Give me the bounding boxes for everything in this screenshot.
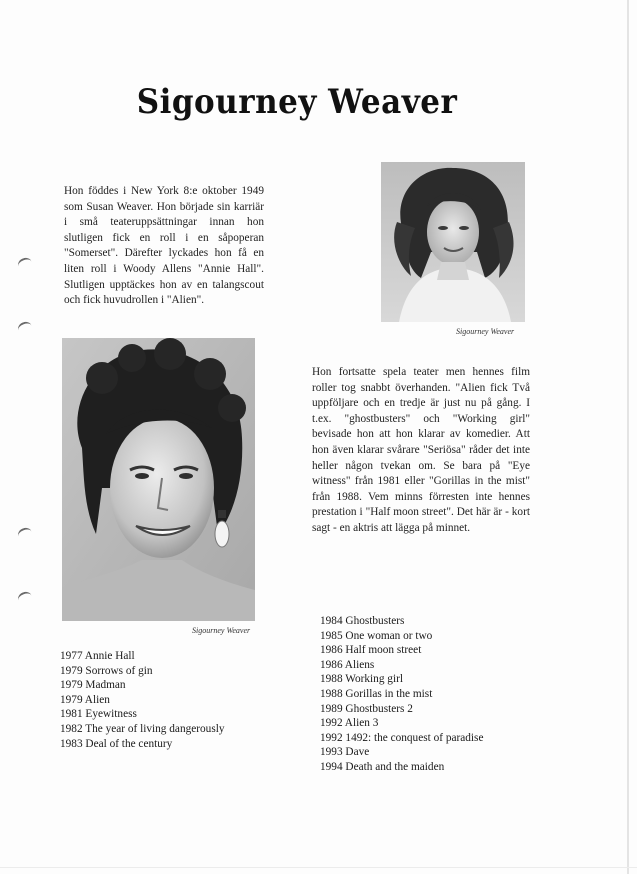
photo-caption-large: Sigourney Weaver — [192, 626, 251, 635]
binder-hole-mark — [16, 320, 33, 336]
list-item: 1986 Aliens — [320, 658, 375, 671]
list-item: 1988 Working girl — [320, 673, 403, 686]
list-item: 1979 Alien — [60, 693, 110, 706]
filmography-list-left — [60, 649, 225, 751]
page-edge-bottom — [0, 867, 637, 868]
list-item: 1986 Half moon street — [320, 644, 422, 657]
binder-hole-mark — [16, 256, 33, 272]
list-item: 1981 Eyewitness — [60, 708, 137, 721]
list-item: 1984 Ghostbusters — [320, 615, 405, 627]
list-item: 1977 Annie Hall — [60, 650, 135, 662]
list-item: 1979 Madman — [60, 679, 126, 692]
list-item: 1989 Ghostbusters 2 — [320, 702, 413, 715]
list-item: 1993 Dave — [320, 746, 370, 759]
list-item: 1982 The year of living dangerously — [60, 722, 225, 735]
page-title: Sigourney Weaver — [136, 82, 458, 122]
binder-hole-mark — [16, 526, 33, 542]
list-item: 1979 Sorrows of gin — [60, 664, 153, 677]
filmography-list-right — [320, 614, 483, 775]
portrait-photo-large — [62, 338, 255, 621]
intro-paragraph: Hon föddes i New York 8:e oktober 1949 som Susan Weaver. Hon började sin karriär i små teateruppsättningar innan hon slutligen fick en roll i en såpoperan "Somerset". Därefter lyckades hon få en liten roll i Woody Allens "Annie Hall". Slutligen upptäckes hon av en talangscout och fick huvudrollen i "Alien". — [64, 185, 264, 307]
portrait-photo-small — [381, 162, 525, 322]
list-item: 1983 Deal of the century — [60, 737, 173, 750]
list-item: 1985 One woman or two — [320, 629, 433, 642]
list-item: 1992 Alien 3 — [320, 717, 379, 730]
list-item: 1992 1492: the conquest of paradise — [320, 731, 484, 744]
body-paragraph: Hon fortsatte spela teater men hennes film roller tog snabbt överhanden. "Alien fick Två uppföljare och en tredje är just nu på gång. I t.ex. "ghostbusters" och "Working girl" bevisade hon att hon klarar av komedier. Att hon även klarar svårare "Seriösa" råder det inte heller någon tvekan om. Se bara på "Eye witness" från 1981 eller "Gorillas in the mist" från 1988. Vem minns förresten inte hennes prestation i "Half moon street". Det här är - kort sagt - en aktris att lägga på minnet. — [312, 366, 530, 534]
photo-caption-small: Sigourney Weaver — [456, 327, 515, 336]
list-item: 1994 Death and the maiden — [320, 760, 445, 773]
binder-hole-mark — [16, 590, 33, 606]
list-item: 1988 Gorillas in the mist — [320, 687, 433, 700]
page-edge — [627, 0, 629, 874]
